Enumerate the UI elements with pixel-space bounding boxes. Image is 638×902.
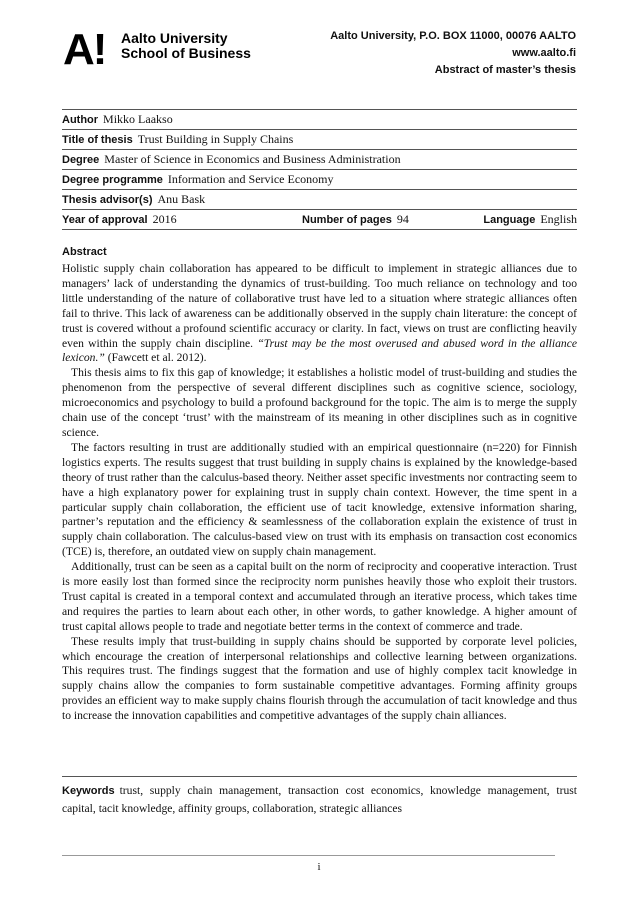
footer-divider bbox=[62, 855, 555, 856]
abstract-heading: Abstract bbox=[62, 246, 107, 258]
abstract-paragraph-3: The factors resulting in trust are additionally studied with an empirical questionnaire (n=220) for Finnish logistics experts. The results suggest that trust building in supply chains is explained by the knowledge-based theory of trust rather than the calculus-based theory. Neither asset specific investments nor contracting seem to have a high explanatory power for explaining trust in supply chain context. However, the time spent in a particular supply chain collaboration, the efficient use of tacit knowledge, extensive information sharing, partner’s reputation and the efficiency & seamlessness of the collaboration explain the existence of trust in supply chain collaboration. The calculus-based view on trust with its emphasis on transaction cost economics (TCE) is, therefore, an outdated view on supply chain management. bbox=[62, 440, 577, 559]
logo-line-1: Aalto University bbox=[121, 30, 228, 46]
header-address: Aalto University, P.O. BOX 11000, 00076 AALTO bbox=[330, 30, 576, 42]
advisor-value: Anu Bask bbox=[157, 192, 206, 206]
keywords-text: trust, supply chain management, transaction cost economics, knowledge management, trust capital, tacit knowledge, affinity groups, collaboration, strategic alliances bbox=[62, 784, 577, 815]
title-label: Title of thesis bbox=[62, 134, 133, 146]
abstract-paragraph-2: This thesis aims to fix this gap of knowledge; it establishes a holistic model of trust-building and studies the phenomenon from the perspective of several different disciplines such as cognitive science, sociology, microeconomics and psychology to build a profound background for the topic. The aim is to merge the supply chain use of the concept ‘trust’ with the mainstream of its meaning in other disciplines such as in cognitive science. bbox=[62, 366, 577, 439]
abstract-p1-citation: (Fawcett et al. 2012). bbox=[104, 351, 207, 365]
programme-row bbox=[62, 169, 577, 189]
programme-label: Degree programme bbox=[62, 174, 163, 186]
thesis-info-table bbox=[62, 109, 577, 230]
keywords-section bbox=[62, 776, 577, 817]
author-label: Author bbox=[62, 114, 99, 126]
logo-text bbox=[121, 31, 251, 61]
title-row bbox=[62, 129, 577, 149]
abstract-p1-quote: “Trust may be the most overused and abused word in the alliance lexicon.” bbox=[62, 336, 578, 365]
advisor-label: Thesis advisor(s) bbox=[62, 194, 153, 206]
abstract-paragraph-5: These results imply that trust-building in supply chains should be supported by corporate level policies, which encourage the creation of interpersonal relationships and collective learning between organizations. This requires trust. The findings suggest that the formation and use of highly complex tacit knowledge in supply chains allow the companies to form sustainable competitive advantages. Forming affinity groups provides an efficient way to make supply chains flourish through the accumulation of tacit knowledge and thus to increase the innovation capabilities and competitive advantages of the supply chain alliances. bbox=[62, 634, 577, 723]
year-value: 2016 bbox=[152, 212, 177, 226]
logo-mark: A! bbox=[63, 25, 106, 74]
degree-value: Master of Science in Economics and Business Administration bbox=[104, 152, 401, 166]
author-value: Mikko Laakso bbox=[103, 112, 173, 126]
pages-value: 94 bbox=[396, 212, 409, 226]
abstract-p1-text: Holistic supply chain collaboration has appeared to be difficult to implement in strategic alliances due to managers’ lack of understanding the dynamics of trust-building. Too much reliance on technology and too little understanding of the nature of collaborative trust have led to a situation where strategic alliances often fail to thrive. This lack of awareness can be additionally observed in the supply chain literature: the concept of trust is covered without a profound scientific accuracy or clarity. In fact, views on trust are conflicting heavily even within the supply chain discipline. bbox=[62, 262, 577, 350]
pages-label: Number of pages bbox=[302, 214, 392, 226]
pages-cell bbox=[302, 210, 409, 230]
year-label: Year of approval bbox=[62, 214, 148, 226]
logo-line-2: School of Business bbox=[121, 45, 251, 61]
title-value: Trust Building in Supply Chains bbox=[137, 132, 294, 146]
abstract-paragraph-1 bbox=[62, 262, 577, 366]
header-website: www.aalto.fi bbox=[512, 47, 576, 59]
year-pages-language-row bbox=[62, 209, 577, 230]
degree-row bbox=[62, 149, 577, 169]
header-info bbox=[330, 28, 576, 79]
page-number: i bbox=[317, 861, 321, 873]
language-label: Language bbox=[483, 214, 536, 226]
header-doc-type: Abstract of master’s thesis bbox=[434, 64, 576, 76]
aalto-logo bbox=[63, 25, 263, 74]
abstract-paragraph-4: Additionally, trust can be seen as a capital built on the norm of reciprocity and cooperative interaction. Trust is more easily lost than formed since the reciprocity norm punishes heavily those who exploit their trustors. Trust capital is created in a temporal context and accumulated through an iterative process, which takes time and requires the parties to learn about each other, in other words, to gather knowledge. A higher amount of trust capital allows people to trade and negotiate better terms in the context of commerce and trade. bbox=[62, 560, 577, 633]
programme-value: Information and Service Economy bbox=[167, 172, 334, 186]
language-cell bbox=[483, 210, 577, 230]
keywords-label: Keywords bbox=[62, 785, 115, 797]
language-value: English bbox=[540, 212, 577, 226]
author-row bbox=[62, 109, 577, 129]
degree-label: Degree bbox=[62, 154, 100, 166]
advisor-row bbox=[62, 189, 577, 209]
year-cell bbox=[62, 210, 177, 230]
abstract-body bbox=[62, 262, 577, 724]
